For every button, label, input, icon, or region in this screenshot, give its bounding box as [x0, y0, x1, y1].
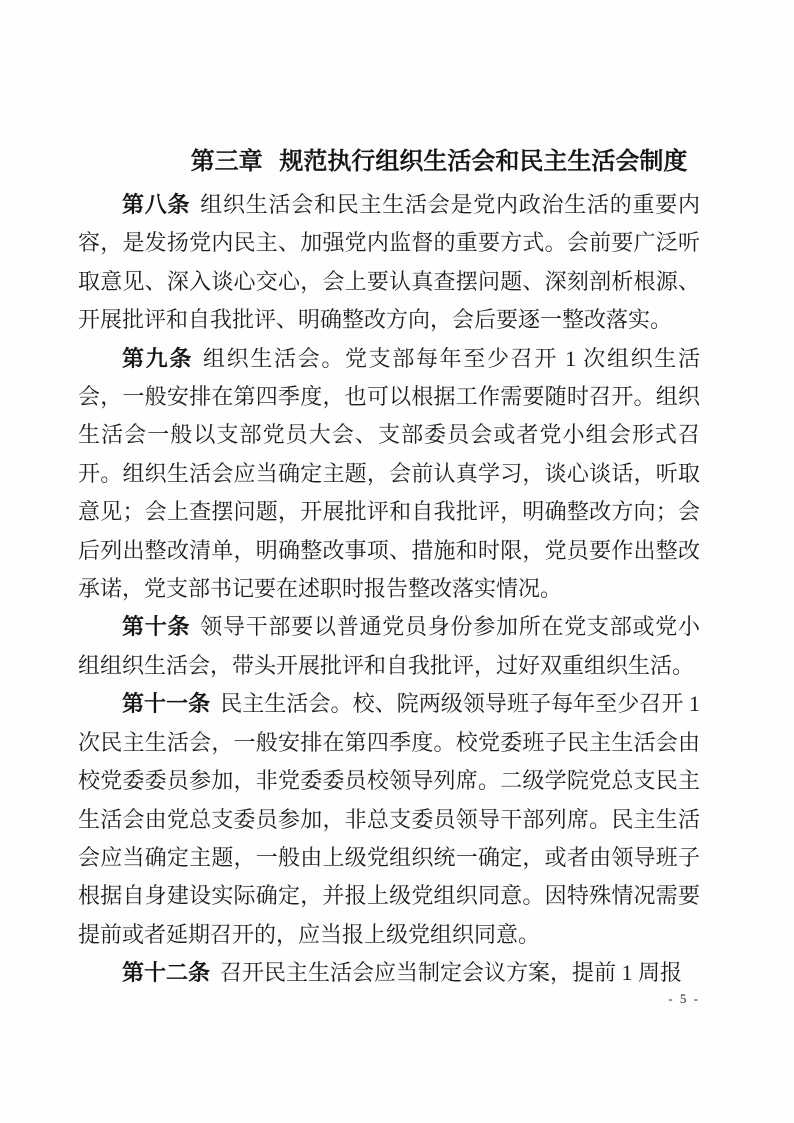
article-label: 第十条: [122, 614, 191, 640]
article-label: 第十一条: [122, 691, 211, 717]
article-paragraph: [78, 954, 700, 992]
article-text: 召开民主生活会应当制定会议方案，提前 1 周报: [220, 960, 683, 986]
article-text: 组织生活会。党支部每年至少召开 1 次组织生活会，一般安排在第四季度，也可以根据工作需要随时召开。组织生活会一般以支部党员大会、支部委员会或者党小组会形式召开。组织生活会应当确定主题，会前认真学习，谈心谈话，听取意见；会上查摆问题，开展批评和自我批评，明确整改方向；会后列出整改清单，明确整改事项、措施和时限，党员要作出整改承诺，党支部书记要在述职时报告整改落实情况。: [78, 345, 700, 602]
article-paragraph: [78, 685, 700, 954]
article-paragraph: [78, 608, 700, 685]
article-paragraph: [78, 340, 700, 609]
document-body: [78, 186, 700, 993]
article-label: 第十二条: [122, 960, 211, 986]
article-label: 第八条: [122, 192, 191, 217]
article-text: 组织生活会和民主生活会是党内政治生活的重要内容，是发扬党内民主、加强党内监督的重要方式。会前要广泛听取意见、深入谈心交心，会上要认真查摆问题、深刻剖析根源、开展批评和自我批评、明确整改方向，会后要逐一整改落实。: [78, 192, 700, 333]
article-text: 领导干部要以普通党员身份参加所在党支部或党小组组织生活会，带头开展批评和自我批评，过好双重组织生活。: [78, 614, 700, 678]
page-number: - 5 -: [668, 991, 700, 1006]
article-text: 民主生活会。校、院两级领导班子每年至少召开 1 次民主生活会，一般安排在第四季度。校党委班子民主生活会由校党委委员参加，非党委委员校领导列席。二级学院党总支民主生活会由党总支委员参加，非总支委员领导干部列席。民主生活会应当确定主题，一般由上级党组织统一确定，或者由领导班子根据自身建设实际确定，并报上级党组织同意。因特殊情况需要提前或者延期召开的，应当报上级党组织同意。: [78, 691, 700, 947]
article-label: 第九条: [122, 345, 193, 371]
document-content: [78, 143, 700, 993]
chapter-title: 第三章 规范执行组织生活会和民主生活会制度: [190, 148, 688, 175]
article-paragraph: [78, 186, 700, 340]
